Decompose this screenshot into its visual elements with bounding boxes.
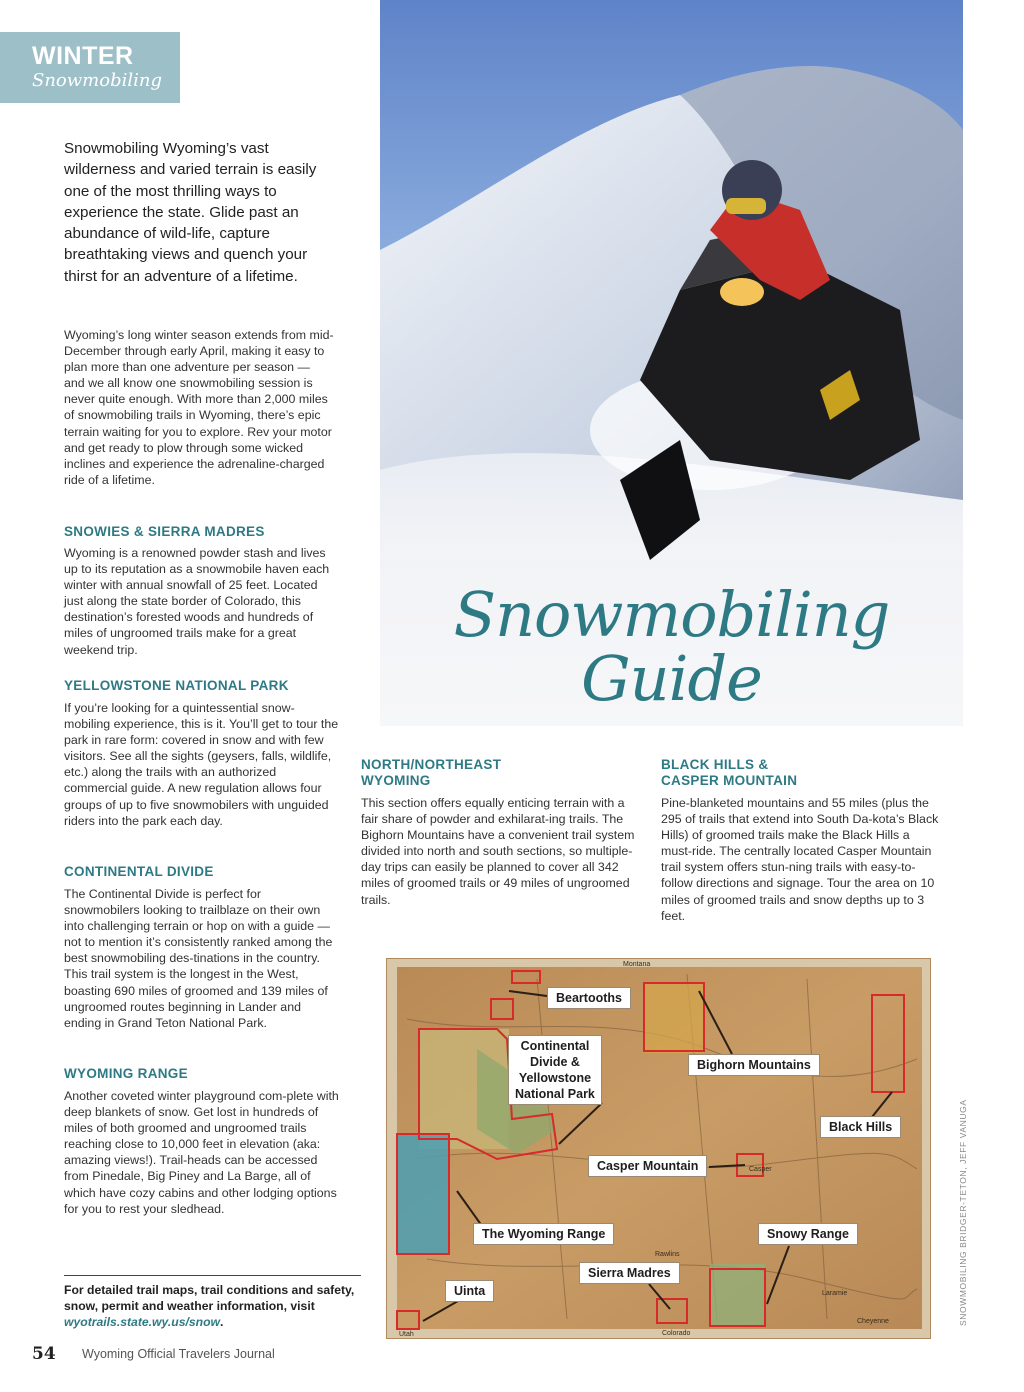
heading-north-northeast: NORTH/NORTHEAST WYOMING xyxy=(361,757,502,788)
map-place-rawlins: Rawlins xyxy=(655,1251,680,1258)
photo-credit: SNOWMOBILING BRIDGER-TETON, JEFF VANUGA xyxy=(958,1099,968,1326)
map-label-black-hills: Black Hills xyxy=(820,1116,901,1138)
body-snowies: Wyoming is a renowned powder stash and lives up to its reputation as a snowmobile haven each winter with annual snowfall of 25 feet. Located just along the state border of Colorado, this destination’s forested woods and hundreds of miles of ungroomed trails make for a great weekend trip. xyxy=(64,546,330,657)
intro-paragraph: Wyoming’s long winter season extends from mid-December through early April, making it easy to plan more than one adventure per season — and we all know one snowmobiling session is never quite enough. With more than 2,000 miles of snowmobiling trails in Wyoming, there’s epic terrain waiting for you to explore. Rev your motor and get ready to plow through some wicked inclines and experience the adrenaline-charged ride of a lifetime. xyxy=(64,328,334,487)
lead-paragraph: Snowmobiling Wyoming’s vast wilderness and varied terrain is easily one of the most thrilling ways to experience the state. Glide past an abundance of wild-life, capture breathtaking views and quench your thirst for an adventure of a lifetime. xyxy=(64,140,317,285)
subsection-label: Snowmobiling xyxy=(32,70,162,91)
section-label: WINTER xyxy=(32,42,134,70)
snowmobile-photo xyxy=(380,0,963,560)
trail-map xyxy=(386,958,931,1339)
map-label-bighorn-mountains: Bighorn Mountains xyxy=(688,1054,820,1076)
body-continental-divide: The Continental Divide is perfect for snowmobilers looking to trailblaze on their own into challenging terrain or hop on with a guide — not to mention it’s consistently ranked among the best snowmobiling des-tinations in the country. This trail system is the longest in the West, boasting 690 miles of groomed and 139 miles of ungroomed routes beginning in Lander and ending in Grand Teton National Park. xyxy=(64,887,333,1030)
heading-black-hills: BLACK HILLS & CASPER MOUNTAIN xyxy=(661,757,798,788)
map-label-uinta: Uinta xyxy=(445,1280,494,1302)
page-number: 54 xyxy=(32,1344,56,1364)
body-black-hills: Pine-blanketed mountains and 55 miles (plus the 295 of trails that extend into South Da-kota’s Black Hills) of groomed trails make the Black Hills a must-ride. The centrally located Casper Mountain trail system offers stun-ning trails with easy-to-follow directions and signage. Tour the area on 10 miles of groomed trails and snow depths up to 3 feet. xyxy=(661,796,939,923)
footnote: For detailed trail maps, trail conditions and safety, snow, permit and weather information, visit wyotrails.state.wy.us/snow. xyxy=(64,1283,355,1329)
title-line-2: Guide xyxy=(581,642,762,715)
map-label-casper-mountain: Casper Mountain xyxy=(588,1155,707,1177)
body-north-northeast: This section offers equally enticing terrain with a fair share of powder and exhilarat-ing trails. The Bighorn Mountains have a convenient trail system divided into north and south sections, so multiple-day trips can easily be planned to cover all 342 miles of groomed trails or 49 miles of ungroomed trails. xyxy=(361,796,635,907)
map-label-beartooths: Beartooths xyxy=(547,987,631,1009)
map-place-casper: Casper xyxy=(749,1166,772,1173)
map-place-cheyenne: Cheyenne xyxy=(857,1318,889,1325)
map-label-snowy-range: Snowy Range xyxy=(758,1223,858,1245)
trail-info-link[interactable]: wyotrails.state.wy.us/snow xyxy=(64,1315,221,1329)
body-wyoming-range: Another coveted winter playground com-plete with deep blankets of snow. Get lost in hundreds of miles of both groomed and ungroomed trails reaching close to 10,000 feet in elevation (aka: amazing views!). Trail-heads can be accessed from Pinedale, Big Piney and La Barge, all of which have cozy cabins and other lodging options for you to rest your sledhead. xyxy=(64,1089,339,1216)
map-place-laramie: Laramie xyxy=(822,1290,848,1297)
heading-continental-divide: CONTINENTAL DIVIDE xyxy=(64,864,214,879)
map-label-sierra-madres: Sierra Madres xyxy=(579,1262,680,1284)
section-tab xyxy=(0,32,180,103)
map-label-continental-divide: Continental Divide & Yellowstone National Park xyxy=(508,1035,602,1105)
map-place-colorado: Colorado xyxy=(662,1330,691,1337)
guide-title xyxy=(380,578,963,715)
heading-snowies: SNOWIES & SIERRA MADRES xyxy=(64,524,265,539)
map-place-montana: Montana xyxy=(623,961,651,968)
heading-yellowstone: YELLOWSTONE NATIONAL PARK xyxy=(64,678,289,693)
title-line-1: Snowmobiling xyxy=(453,578,890,651)
map-label-wyoming-range: The Wyoming Range xyxy=(473,1223,614,1245)
footnote-divider xyxy=(64,1275,361,1276)
publication-name: Wyoming Official Travelers Journal xyxy=(82,1347,275,1361)
heading-wyoming-range: WYOMING RANGE xyxy=(64,1066,188,1081)
body-yellowstone: If you’re looking for a quintessential snow-mobiling experience, this is it. You’ll get to tour the park in rare form: covered in snow and with few visitors. See all the sights (geysers, falls, wildlife, etc.) along the trails with an authorized commercial guide. A new regulation allows four groups of up to five snowmobilers with unguided riders into the park each day. xyxy=(64,701,339,828)
map-place-utah: Utah xyxy=(399,1331,414,1338)
